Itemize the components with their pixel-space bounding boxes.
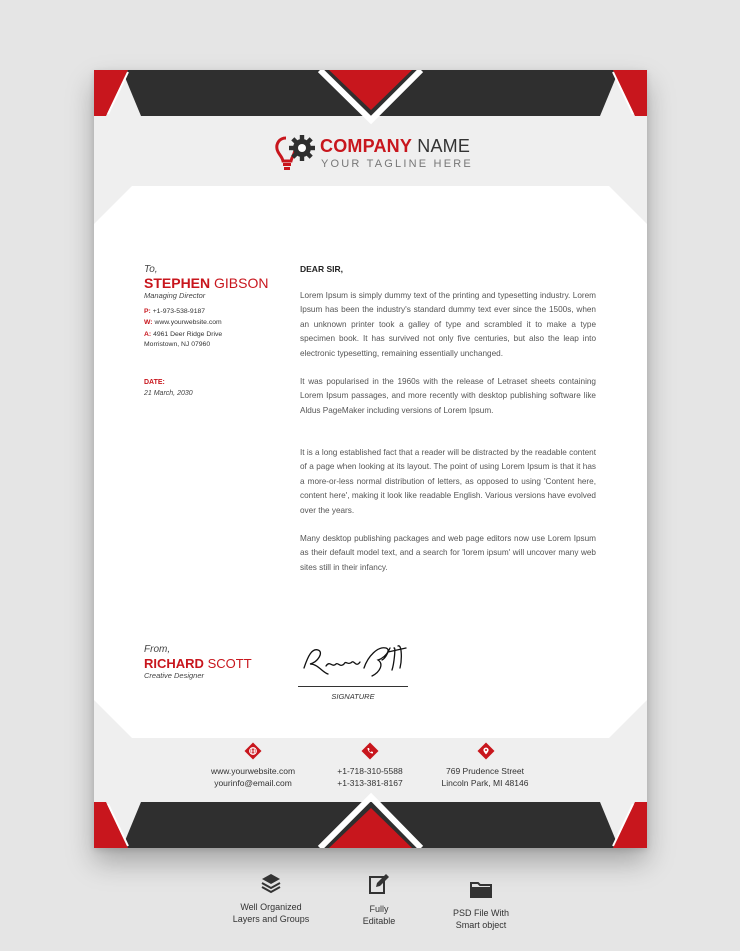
signature-label: SIGNATURE [331,692,375,701]
company-name-bold: COMPANY [320,136,413,156]
phone-value: +1-973-538-9187 [152,308,206,315]
company-name [320,136,470,157]
sender-name [144,656,252,671]
footer-address-line1: 769 Prudence Street [446,766,524,776]
sender-last-name: SCOTT [207,656,252,671]
recipient-last-name: GIBSON [214,275,269,291]
letterhead-sheet [94,70,647,848]
sender-role: Creative Designer [144,671,205,680]
footer-address [432,765,538,789]
salutation: DEAR SIR, [300,264,343,274]
web-value: www.yourwebsite.com [154,319,222,326]
recipient-phone [144,307,205,317]
date-label: DATE: [144,379,165,386]
signature-line [298,686,408,687]
web-key: W: [144,319,153,326]
address-line1: 4961 Deer Ridge Drive [153,331,223,338]
phone-icon [361,742,379,760]
feature-psd-line1: PSD File With [452,908,509,918]
footer-phone-line2: +1-313-381-8167 [337,778,403,788]
from-label: From, [144,644,171,655]
feature-psd [431,907,531,931]
recipient-first-name: STEPHEN [144,275,211,291]
globe-icon [244,742,262,760]
footer-website-line1: www.yourwebsite.com [210,766,296,776]
footer-email: yourinfo@email.com [214,778,292,788]
edit-icon [367,872,391,896]
address-line2: Morristown, NJ 07960 [144,341,211,348]
feature-editable-line2: Editable [362,916,396,926]
recipient-website [144,318,222,328]
recipient-address [144,330,222,350]
recipient-name [144,275,268,291]
recipient-role: Managing Director [144,291,206,300]
body-paragraph: It was popularised in the 1960s with the release of Letraset sheets containing Lorem Ipsum passages, and more recently with desktop publishing software like Aldus PageMaker including versions of Lorem Ipsum. [300,377,596,415]
company-name-rest: NAME [417,136,471,156]
footer-website [205,765,301,789]
body-paragraph: Lorem Ipsum is simply dummy text of the printing and typesetting industry. Lorem Ipsum has been the industry's standard dummy text ever since the 1500s, when an unknown printer took a galley of type and scrambled it to make a type specimen book. It has survived not only five centuries, but also the leap into electronic typesetting, remaining essentially unchanged. [300,291,596,358]
footer-address-line2: Lincoln Park, MI 48146 [441,778,529,788]
company-tagline: YOUR TAGLINE HERE [321,158,473,170]
to-label: To, [144,264,158,275]
date-value: 21 March, 2030 [144,390,193,397]
layers-icon [259,871,283,895]
phone-key: P: [144,308,151,315]
address-key: A: [144,331,152,338]
feature-layers-line2: Layers and Groups [232,914,310,924]
feature-editable-line1: Fully [369,904,389,914]
sender-first-name: RICHARD [144,656,204,671]
body-paragraph: Many desktop publishing packages and web page editors now use Lorem Ipsum as their default model text, and a search for 'lorem ipsum' will uncover many web sites still in their infancy. [300,534,596,572]
location-pin-icon [477,742,495,760]
folder-icon [469,877,493,901]
body-paragraph: It is a long established fact that a reader will be distracted by the readable content of a page when looking at its layout. The point of using Lorem Ipsum is that it has a more-or-less normal distribution of letters, as opposed to using 'Content here, content here', making it look like readable English. Various versions have evolved over the years. [300,448,596,515]
footer-phone [322,765,418,789]
feature-layers-line1: Well Organized [240,902,302,912]
feature-psd-line2: Smart object [455,920,507,930]
lightbulb-gear-icon [274,134,318,172]
feature-layers [221,901,321,925]
handwritten-signature [298,638,410,680]
footer-phone-line1: +1-718-310-5588 [337,766,403,776]
feature-editable [339,903,419,927]
